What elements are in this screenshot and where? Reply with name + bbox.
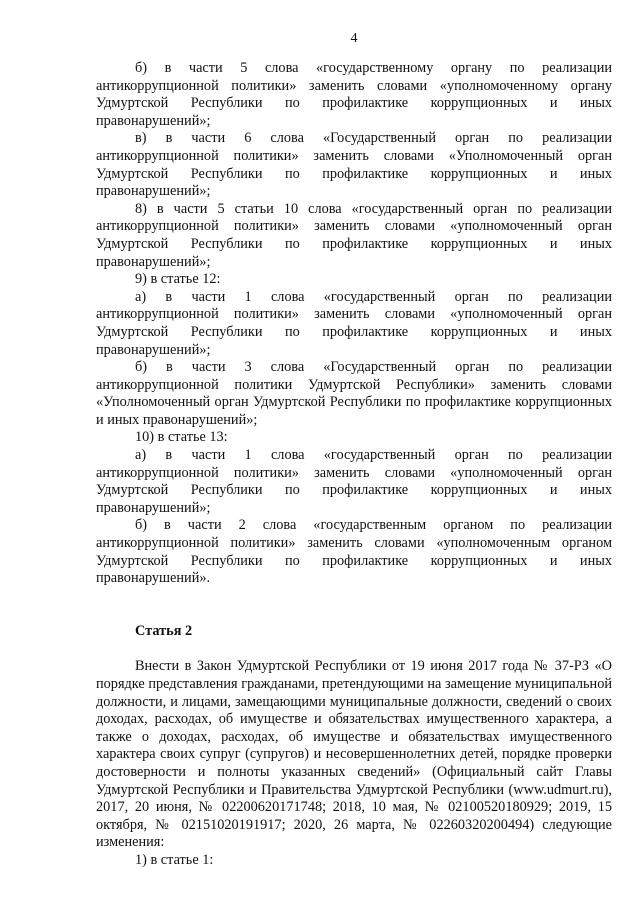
document-page — [96, 0, 612, 905]
document-body — [96, 60, 612, 870]
article-heading: Статья 2 — [135, 622, 193, 639]
paragraph-item-10b: б) в части 2 слова «государственным органом по реализации антикоррупционной политики» заменить словами «уполномоченным органом Удмуртской Республики по профилактике коррупционных и иных правонарушений». — [96, 517, 612, 587]
page-number: 4 — [350, 31, 358, 46]
paragraph-item-9b: б) в части 3 слова «Государственный орган по реализации антикоррупционной политики Удмуртской Республики» заменить словами «Уполномоченный орган Удмуртской Республики по профилактике коррупционных и иных правонарушений»; — [96, 359, 612, 428]
paragraph-article2-item-1: 1) в статье 1: — [135, 851, 214, 868]
paragraph-amendment-v-part6: в) в части 6 слова «Государственный орган по реализации антикоррупционной политики» заменить словами «Уполномоченный орган Удмуртской Республики по профилактике коррупционных и иных правонарушений»; — [96, 130, 612, 200]
heading-spacer — [96, 640, 612, 658]
section-spacer — [96, 588, 612, 623]
paragraph-article2-intro: Внести в Закон Удмуртской Республики от 19 июня 2017 года № 37-РЗ «О порядке представления гражданами, претендующими на замещение муниципальной должности, и лицами, замещающими муниципальные должности, сведений о своих доходах, расходах, об имуществе и обязательствах имущественного характера, а также о доходах, расходах, об имуществе и обязательствах имущественного характера своих супруг (супругов) и несовершеннолетних детей, порядке проверки достоверности и полноты указанных сведений» (Официальный сайт Главы Удмуртской Республики и Правительства Удмуртской Республики (www.udmurt.ru), 2017, 20 июня, № 02200620171748; 2018, 10 мая, № 02100520180929; 2019, 15 октября, № 02151020191917; 2020, 26 марта, № 02260320200494) следующие изменения: — [96, 658, 612, 851]
paragraph-amendment-b-part5: б) в части 5 слова «государственному органу по реализации антикоррупционной политики» заменить словами «уполномоченному органу Удмуртской Республики по профилактике коррупционных и иных правонарушений»; — [96, 60, 612, 129]
paragraph-item-8: 8) в части 5 статьи 10 слова «государственный орган по реализации антикоррупционной политики» заменить словами «уполномоченный орган Удмуртской Республики по профилактике коррупционных и иных правонарушений»; — [96, 200, 612, 270]
paragraph-item-9: 9) в статье 12: — [135, 271, 221, 288]
paragraph-item-10a: а) в части 1 слова «государственный орган по реализации антикоррупционной политики» заменить словами «уполномоченный орган Удмуртской Республики по профилактике коррупционных и иных правонарушений»; — [96, 447, 612, 516]
paragraph-item-10: 10) в статье 13: — [135, 429, 228, 446]
paragraph-item-9a: а) в части 1 слова «государственный орган по реализации антикоррупционной политики» заменить словами «уполномоченный орган Удмуртской Республики по профилактике коррупционных и иных правонарушений»; — [96, 288, 612, 358]
